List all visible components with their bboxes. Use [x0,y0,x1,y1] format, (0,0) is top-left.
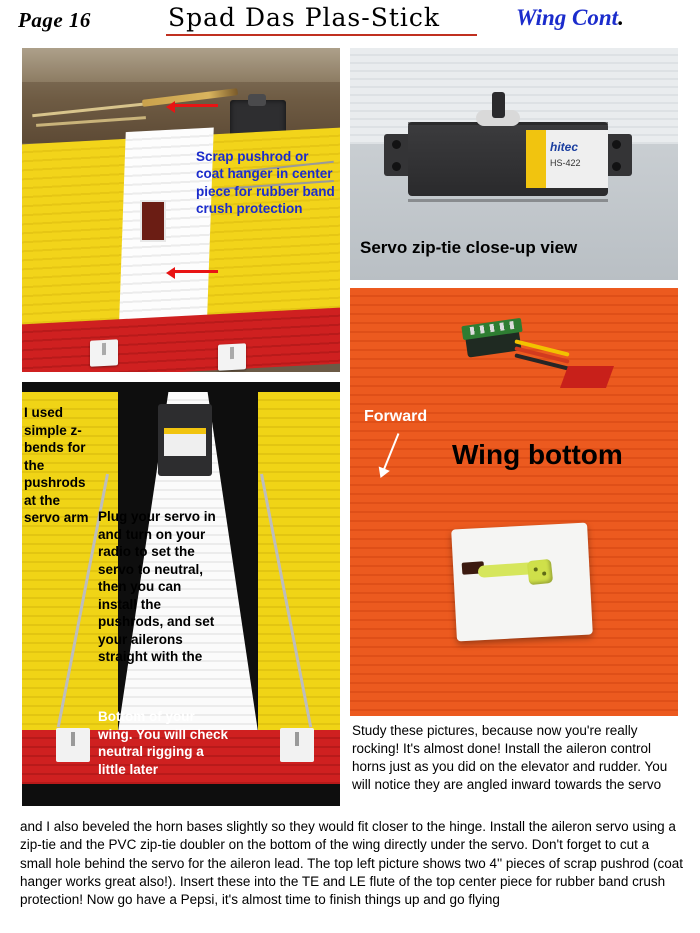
servo-label [164,434,206,456]
aileron-control-horn-right [218,343,246,370]
horn-pin [71,732,75,746]
control-horn-left [56,728,90,762]
red-tape-patch [560,366,614,388]
zip-tie-head [527,559,553,585]
horn-pin [102,343,106,355]
annotation-scrap-pushrod: Scrap pushrod or coat hanger in center piece for rubber band crush protection [196,149,335,216]
label-wing-bottom: Wing bottom [452,439,623,470]
workbench-upper-background [22,48,340,82]
caption-zbends: I used simple z-bends for the pushrods at the servo arm [24,405,89,526]
servo-brand-text: hitec [550,140,579,154]
annotation-arrow-top [174,104,218,107]
aileron-control-horn-left [90,339,118,366]
servo-output-spline [492,92,505,118]
servo-mount-hole [392,162,401,171]
section-label [516,5,624,31]
caption-bottom-of-wing: Bottom of your wing. You will check neutral rigging a little later [98,709,229,777]
title-underline [166,34,477,36]
zip-tie-hole [534,567,538,571]
page-number-label: Page 16 [18,8,91,32]
servo-model-text: HS-422 [550,158,581,168]
servo-mount-hole [612,140,621,149]
page-title: Spad Das Plas-Stick [168,3,441,32]
body-text-right-column: Study these pictures, because now you're really rocking! It's almost done! Install the aileron control horns just as you did on the elevator and rudder. You will notice they are angled inward towards the servo [352,723,668,792]
pvc-zip-tie-doubler [451,523,593,642]
section-label-dot: . [618,5,624,30]
body-text-bottom-paragraph: and I also beveled the horn bases slightly so they would fit closer to the hinge. Install the aileron servo using a zip-tie and the PVC zip-tie doubler on the bottom of the wing directly under the servo. Don't forget to cut a small hole behind the servo for the aileron lead. The top left picture shows two 4'' pieces of scrap pushrod (coat hanger works great also!). Insert these into the TE and LE flute of the top center piece for rubber band crush protection! Now go have a Pepsi, it's almost time to finish things up and go flying [20,819,684,908]
zip-tie-hole [542,571,546,575]
caption-plug-servo: Plug your servo in and turn on your radio to set the servo to neutral, then you can install the pushrods, and set your ailerons straight with the [98,509,216,665]
section-label-text: Wing Cont [516,5,619,30]
horn-pin [230,347,234,359]
servo-lead-hole [140,200,166,242]
caption-servo-closeup: Servo zip-tie close-up view [360,238,578,257]
horn-pin [295,732,299,746]
control-horn-right [280,728,314,762]
orange-corrugated-background [350,288,678,716]
installed-servo [158,404,212,476]
label-forward: Forward [364,408,428,425]
annotation-arrow-bottom [174,270,218,273]
photo-wing-bottom [350,288,678,716]
servo-mount-hole [392,140,401,149]
servo-mount-hole [612,162,621,171]
wing-yellow-right [258,392,340,732]
servo-label-yellow-stripe [526,130,546,188]
